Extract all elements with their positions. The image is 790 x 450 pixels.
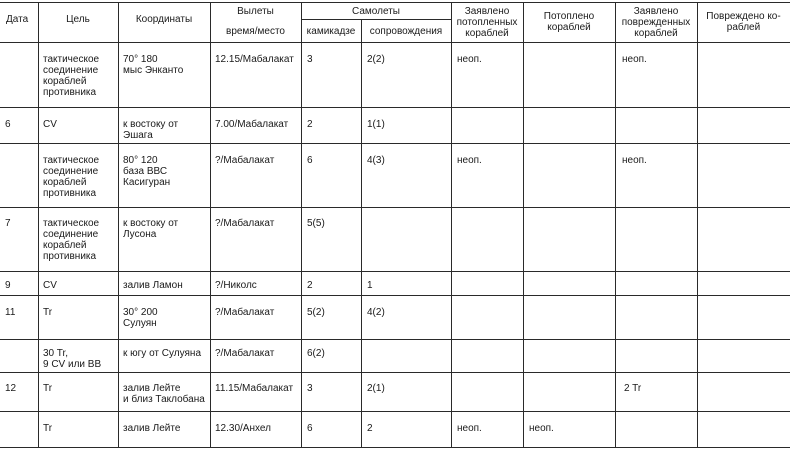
row-8-goal-1: Tr	[43, 423, 53, 434]
row-3-coords-2: Лусона	[123, 229, 157, 240]
col-rule-5	[361, 19, 362, 448]
row-3-coords-1: к востоку от	[123, 218, 179, 229]
header-claimed-sunk-3: кораблей	[465, 28, 509, 39]
row-0-goal-2: соединение	[43, 65, 99, 76]
row-0-escort: 2(2)	[367, 54, 385, 65]
header-damaged-2: раблей	[726, 22, 761, 33]
row-7-escort: 2(1)	[367, 383, 385, 394]
header-claimed-damaged-3: кораблей	[634, 28, 678, 39]
row-4-escort: 1	[367, 280, 373, 291]
row-1-date: 6	[5, 119, 11, 130]
header-sorties-sub: время/место	[226, 26, 285, 37]
header-claimed-damaged-1: Заявлено	[633, 6, 679, 17]
row-8-escort: 2	[367, 423, 373, 434]
row-6-goal-1: 30 Tr,	[43, 348, 69, 359]
row-0-kamikaze: 3	[307, 54, 313, 65]
row-3-date: 7	[5, 218, 11, 229]
col-rule-3	[210, 2, 211, 448]
row-2-coords-3: Касигуран	[123, 177, 171, 188]
row-4-goal-1: CV	[43, 280, 57, 291]
row-7-sortie: 11.15/Мабалакат	[215, 383, 294, 394]
col-rule-9	[697, 2, 698, 448]
row-3-goal-4: противника	[43, 251, 97, 262]
row-0-sortie: 12.15/Мабалакат	[215, 54, 294, 65]
header-kamikaze: камикадзе	[306, 26, 356, 37]
row-2-claimed-damaged: неоп.	[622, 155, 647, 166]
row-4-coords-1: залив Ламон	[123, 280, 183, 291]
row-0-claimed-sunk: неоп.	[457, 54, 482, 65]
row-4-kamikaze: 2	[307, 280, 313, 291]
row-8-claimed-sunk: неоп.	[457, 423, 482, 434]
row-6-coords-1: к югу от Сулуяна	[123, 348, 202, 359]
row-0-claimed-damaged: неоп.	[622, 54, 647, 65]
row-3-goal-1: тактическое	[43, 218, 100, 229]
row-8-sortie: 12.30/Анхел	[215, 423, 271, 434]
col-rule-2	[118, 2, 119, 448]
row-1-coords-1: к востоку от	[123, 119, 179, 130]
row-6-kamikaze: 6(2)	[307, 348, 325, 359]
row-7-goal-1: Tr	[43, 383, 53, 394]
row-0-goal-4: противника	[43, 87, 97, 98]
row-2-sortie: ?/Мабалакат	[215, 155, 275, 166]
row-0-coords-1: 70° 180	[123, 54, 158, 65]
row-5-escort: 4(2)	[367, 307, 385, 318]
row-0-goal-1: тактическое	[43, 54, 100, 65]
header-escort: сопровождения	[369, 26, 443, 37]
row-6-sortie: ?/Мабалакат	[215, 348, 275, 359]
rule-planes-sub	[301, 19, 451, 20]
row-7-claimed-damaged: 2 Tr	[624, 383, 642, 394]
header-claimed-sunk-1: Заявлено	[464, 6, 510, 17]
row-1-sortie: 7.00/Мабалакат	[215, 119, 289, 130]
row-7-date: 12	[5, 383, 17, 394]
row-1-coords-2: Эшага	[123, 130, 153, 141]
row-5-coords-1: 30° 200	[123, 307, 158, 318]
row-0-coords-2: мыс Энканто	[123, 65, 184, 76]
header-damaged-1: Повреждено ко-	[706, 11, 781, 22]
row-5-sortie: ?/Мабалакат	[215, 307, 275, 318]
row-7-coords-1: залив Лейте	[123, 383, 181, 394]
row-2-coords-2: база ВВС	[123, 166, 168, 177]
row-5-date: 11	[5, 307, 16, 318]
row-8-coords-1: залив Лейте	[123, 423, 181, 434]
row-2-coords-1: 80° 120	[123, 155, 158, 166]
row-8-sunk: неоп.	[529, 423, 554, 434]
header-claimed-sunk-2: потопленных	[456, 17, 518, 28]
header-planes: Самолеты	[352, 6, 400, 17]
row-3-sortie: ?/Мабалакат	[215, 218, 275, 229]
header-coords: Координаты	[135, 14, 193, 25]
row-4-sortie: ?/Николс	[215, 280, 257, 291]
row-2-claimed-sunk: неоп.	[457, 155, 482, 166]
header-sunk-1: Потоплено	[543, 11, 595, 22]
col-rule-8	[615, 2, 616, 448]
row-2-goal-3: кораблей	[43, 177, 87, 188]
header-sunk-2: кораблей	[547, 22, 591, 33]
header-goal: Цель	[66, 14, 90, 25]
row-5-coords-2: Сулуян	[123, 318, 157, 329]
col-rule-7	[523, 2, 524, 448]
row-1-escort: 1(1)	[367, 119, 385, 130]
header-claimed-damaged-2: поврежденных	[621, 17, 691, 28]
row-2-kamikaze: 6	[307, 155, 313, 166]
row-1-kamikaze: 2	[307, 119, 313, 130]
col-rule-4	[301, 2, 302, 448]
row-7-coords-2: и близ Таклобана	[123, 394, 205, 405]
row-2-escort: 4(3)	[367, 155, 385, 166]
header-sorties: Вылеты	[237, 6, 274, 17]
row-7-kamikaze: 3	[307, 383, 313, 394]
row-2-goal-1: тактическое	[43, 155, 100, 166]
row-8-kamikaze: 6	[307, 423, 313, 434]
row-2-goal-4: противника	[43, 188, 97, 199]
row-5-goal-1: Tr	[43, 307, 53, 318]
row-3-kamikaze: 5(5)	[307, 218, 325, 229]
row-3-goal-3: кораблей	[43, 240, 87, 251]
row-4-date: 9	[5, 280, 11, 291]
row-2-goal-2: соединение	[43, 166, 99, 177]
header-date: Дата	[6, 14, 29, 25]
row-0-goal-3: кораблей	[43, 76, 87, 87]
row-1-goal-1: CV	[43, 119, 57, 130]
row-3-goal-2: соединение	[43, 229, 99, 240]
row-5-kamikaze: 5(2)	[307, 307, 325, 318]
col-rule-1	[38, 2, 39, 448]
row-6-goal-2: 9 CV или BB	[43, 359, 102, 370]
col-rule-6	[451, 2, 452, 448]
